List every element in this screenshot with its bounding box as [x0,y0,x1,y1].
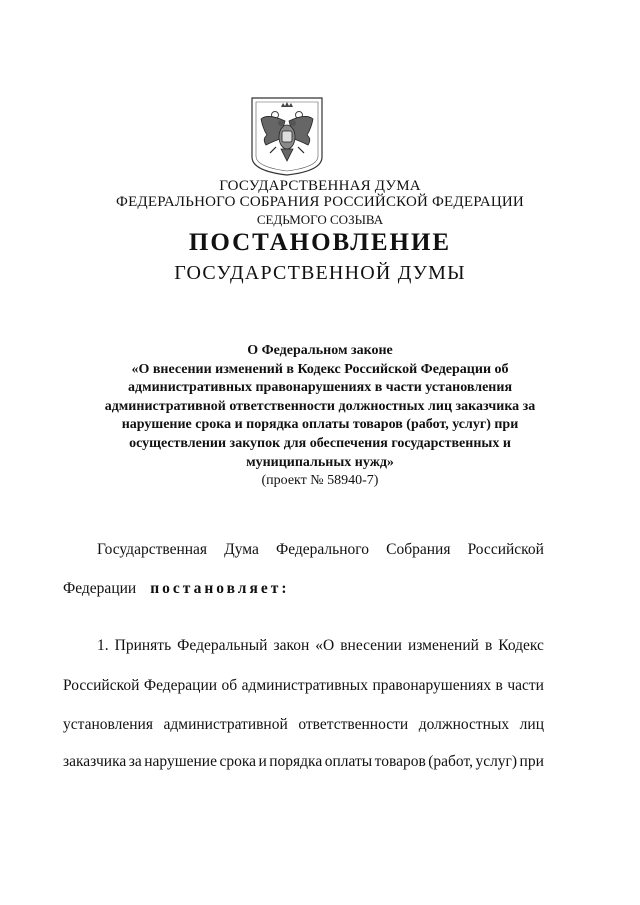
word: в [484,637,493,654]
word: административных [241,677,368,694]
subject-line: О Федеральном законе [247,343,393,358]
paragraph-1-line-3 [63,716,544,734]
word: Федерации [143,677,218,694]
word: (работ, [428,753,473,770]
word: порядка [269,753,323,770]
word: «О [315,637,335,654]
word: товаров [374,753,426,770]
project-number: (проект № 58940-7) [261,473,379,489]
word: и [258,753,267,770]
preamble-line-2 [63,580,544,598]
word: Государственная [97,541,208,558]
subject-line: административной ответственности должностных лиц заказчика за [104,398,536,414]
document-title: ПОСТАНОВЛЕНИЕ [188,229,452,256]
subject-line: муниципальных нужд» [246,454,394,470]
word: должностных [418,716,510,733]
word: заказчика [63,753,127,770]
word: об [221,677,238,694]
word: закон [273,637,310,654]
word: изменений [407,637,479,654]
paragraph-1-line-4 [63,753,544,771]
word: при [519,753,544,770]
word: Федерального [275,541,370,558]
org-line-3: СЕДЬМОГО СОЗЫВА [256,212,384,227]
word: нарушение [144,753,217,770]
word: Собрания [386,541,451,558]
subject-line: административных правонарушениях в части установления [127,380,513,396]
word: установления [63,716,153,733]
resolves-word: постановляет: [150,580,290,597]
paragraph-1-line-1 [63,637,544,655]
word: услуг) [475,753,518,770]
subject-line: «О внесении изменений в Кодекс Российской Федерации об [131,361,509,377]
word: оплаты [324,753,373,770]
word: Российской [63,677,140,694]
subject-line: осуществлении закупок для обеспечения государственных и [129,435,511,451]
word: ответственности [298,716,409,733]
word: Федеральный [177,637,268,654]
word: в [495,677,503,694]
word: Федерации [63,580,137,597]
word: Российской [467,541,544,558]
word: административной [163,716,288,733]
word: Принять [114,637,172,654]
word: Кодекс [498,637,544,654]
word: части [507,677,544,694]
word: лиц [519,716,544,733]
word: Дума [224,541,259,558]
org-line-1: ГОСУДАРСТВЕННАЯ ДУМА [219,178,421,194]
word: внесении [340,637,402,654]
word: правонарушениях [372,677,492,694]
document-subtitle: ГОСУДАРСТВЕННОЙ ДУМЫ [174,262,466,284]
coat-of-arms-icon [248,95,326,177]
subject-line: нарушение срока и порядка оплаты товаров (работ, услуг) при [121,417,519,433]
paragraph-1-line-2 [63,677,544,695]
subject-block [60,342,580,491]
word: за [128,753,142,770]
preamble-line-1 [63,541,544,559]
org-line-2: ФЕДЕРАЛЬНОГО СОБРАНИЯ РОССИЙСКОЙ ФЕДЕРАЦИИ [116,194,524,210]
word: 1. [97,637,109,654]
word: срока [219,753,257,770]
